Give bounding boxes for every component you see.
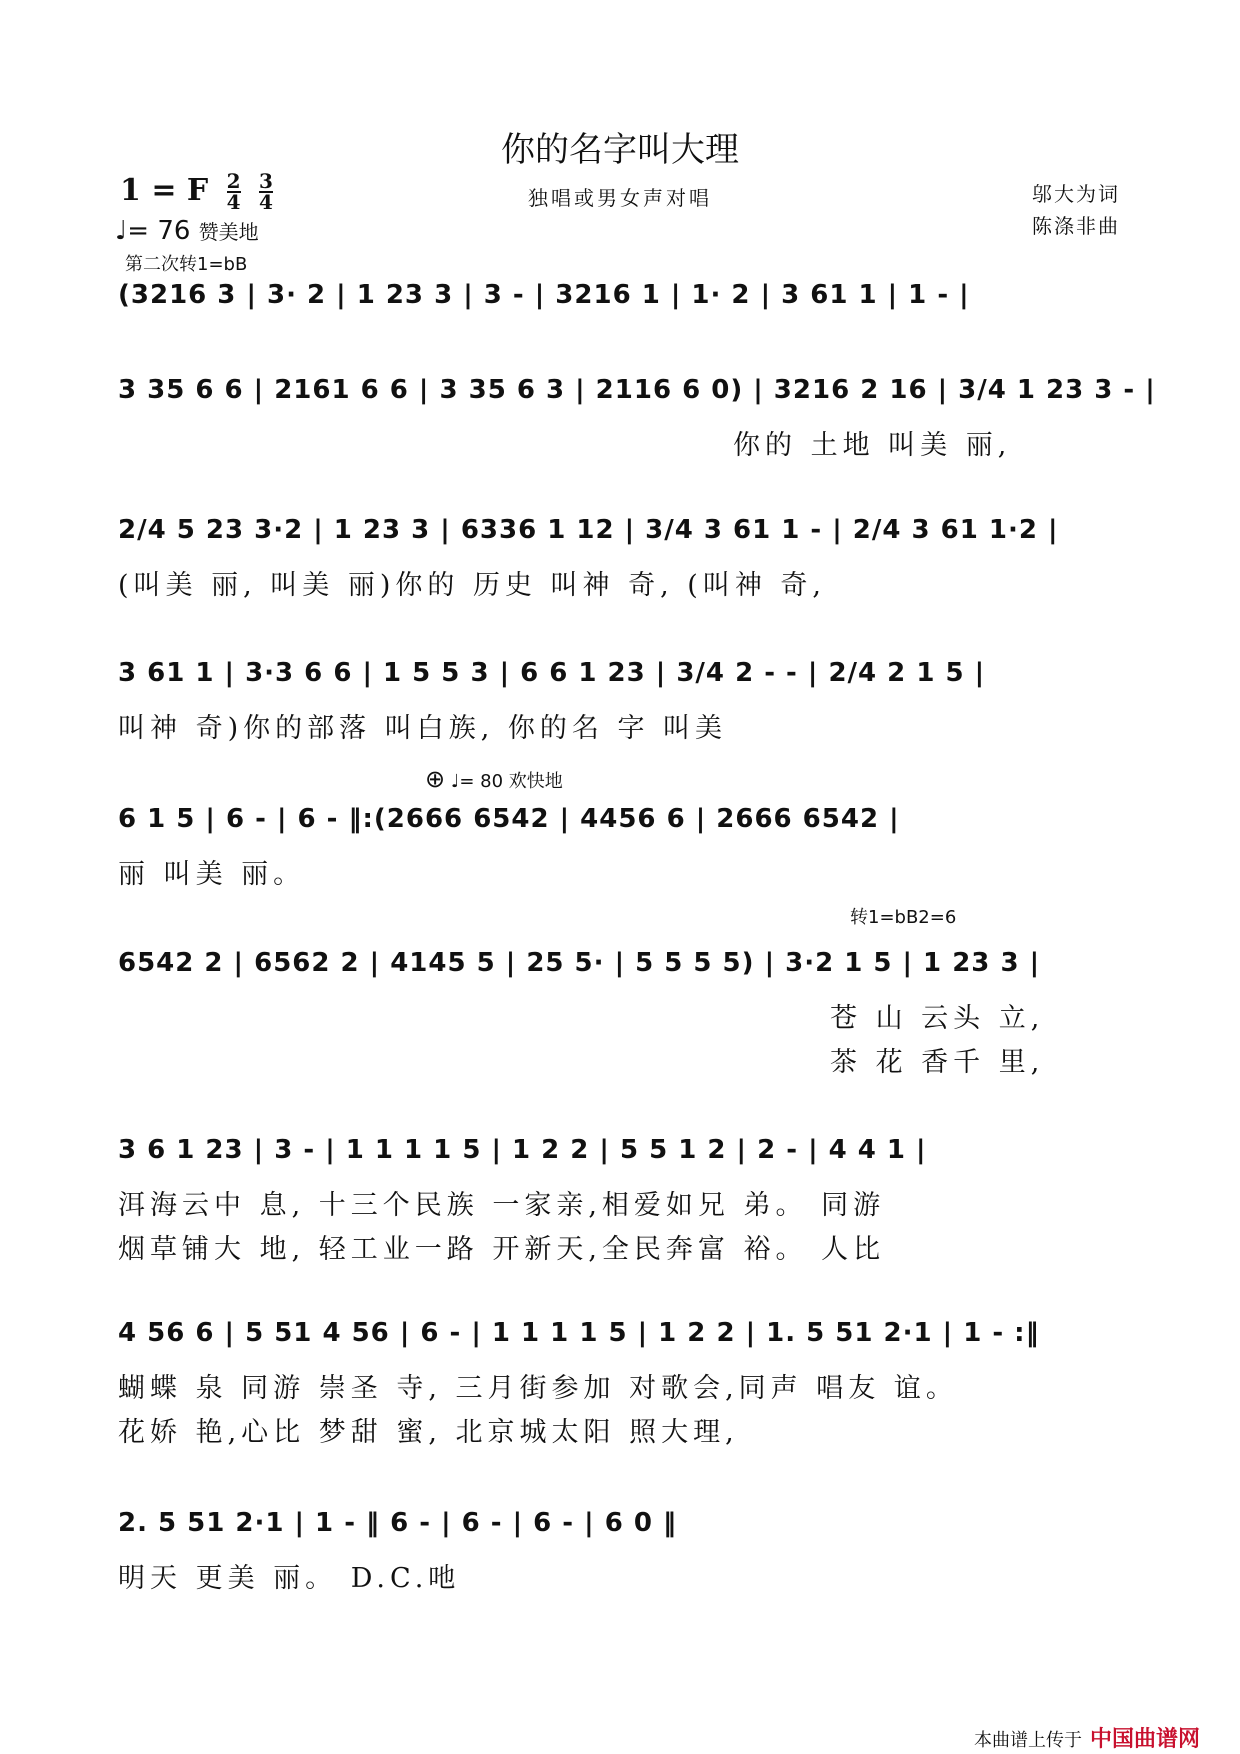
time-signature-1 <box>226 169 241 214</box>
coda-icon: ⊕ <box>425 765 446 793</box>
notes-line-1: (3216 3 | 3· 2 | 1 23 3 | 3 - | 3216 1 | 1· 2 | 3 61 1 | 1 - | <box>118 280 970 310</box>
lyricist: 邬大为词 <box>1032 182 1120 206</box>
tempo-marking <box>115 216 259 246</box>
time-signature-2 <box>259 169 273 214</box>
lyrics-line-9: 明天 更美 丽。 D.C.吔 <box>118 1563 461 1594</box>
lyrics-line-7-verse-1: 洱海云中 息, 十三个民族 一家亲,相爱如兄 弟。 同游 <box>118 1190 886 1221</box>
modulation-note: 第二次转1=bB <box>125 254 248 275</box>
notes-line-6: 6542 2 | 6562 2 | 4145 5 | 25 5· | 5 5 5 5) | 3·2 1 5 | 1 23 3 | <box>118 948 1041 978</box>
composer: 陈涤非曲 <box>1032 214 1120 238</box>
modulation-2: 转1=bB2=6 <box>850 907 957 928</box>
lyrics-line-2: 你的 土地 叫美 丽, <box>733 430 1012 461</box>
page-subtitle: 独唱或男女声对唱 <box>528 186 712 210</box>
lyrics-line-5: 丽 叫美 丽。 <box>118 859 306 890</box>
key-signature <box>120 169 273 214</box>
site-logo[interactable]: 中国曲谱网 <box>1089 1727 1200 1752</box>
notes-line-5: 6 1 5 | 6 - | 6 - ‖:(2666 6542 | 4456 6 | 2666 6542 | <box>118 804 900 834</box>
ts2-num: 3 <box>259 169 273 193</box>
tempo-value: = 76 <box>127 216 191 246</box>
footer <box>974 1722 1200 1753</box>
segno-tempo-term: 欢快地 <box>508 771 563 792</box>
lyrics-line-4: 叫神 奇)你的部落 叫白族, 你的名 字 叫美 <box>118 713 728 744</box>
lyrics-line-6-verse-1: 苍 山 云头 立, <box>830 1003 1045 1034</box>
segno-tempo <box>425 765 563 793</box>
ts1-num: 2 <box>226 169 241 193</box>
ts2-den: 4 <box>259 190 273 214</box>
notes-line-3: 2/4 5 23 3·2 | 1 23 3 | 6336 1 12 | 3/4 3 61 1 - | 2/4 3 61 1·2 | <box>118 515 1059 545</box>
tempo-term: 赞美地 <box>198 220 259 244</box>
notes-line-7: 3 6 1 23 | 3 - | 1 1 1 1 5 | 1 2 2 | 5 5 1 2 | 2 - | 4 4 1 | <box>118 1135 927 1165</box>
lyrics-line-8-verse-1: 蝴蝶 泉 同游 崇圣 寺, 三月街参加 对歌会,同声 唱友 谊。 <box>118 1373 958 1404</box>
notes-line-9: 2. 5 51 2·1 | 1 - ‖ 6 - | 6 - | 6 - | 6 0 ‖ <box>118 1508 677 1538</box>
lyrics-line-3: (叫美 丽, 叫美 丽)你的 历史 叫神 奇, (叫神 奇, <box>118 570 827 601</box>
lyrics-line-6-verse-2: 茶 花 香千 里, <box>830 1047 1045 1078</box>
notes-line-2: 3 35 6 6 | 2161 6 6 | 3 35 6 3 | 2116 6 0) | 3216 2 16 | 3/4 1 23 3 - | <box>118 375 1156 405</box>
quarter-note-icon: ♩ <box>115 216 128 246</box>
lyrics-line-7-verse-2: 烟草铺大 地, 轻工业一路 开新天,全民奔富 裕。 人比 <box>118 1234 886 1265</box>
page-title: 你的名字叫大理 <box>501 130 739 170</box>
footer-text: 本曲谱上传于 <box>973 1730 1082 1751</box>
quarter-note-icon: ♩ <box>450 771 460 792</box>
ts1-den: 4 <box>226 190 241 214</box>
notes-line-4: 3 61 1 | 3·3 6 6 | 1 5 5 3 | 6 6 1 23 | 3/4 2 - - | 2/4 2 1 5 | <box>118 658 986 688</box>
segno-tempo-value: = 80 <box>459 771 504 792</box>
lyrics-line-8-verse-2: 花娇 艳,心比 梦甜 蜜, 北京城太阳 照大理, <box>118 1417 739 1448</box>
notes-line-8: 4 56 6 | 5 51 4 56 | 6 - | 1 1 1 1 5 | 1 2 2 | 1. 5 51 2·1 | 1 - :‖ <box>118 1318 1040 1348</box>
key-label: 1 = F <box>120 173 209 208</box>
